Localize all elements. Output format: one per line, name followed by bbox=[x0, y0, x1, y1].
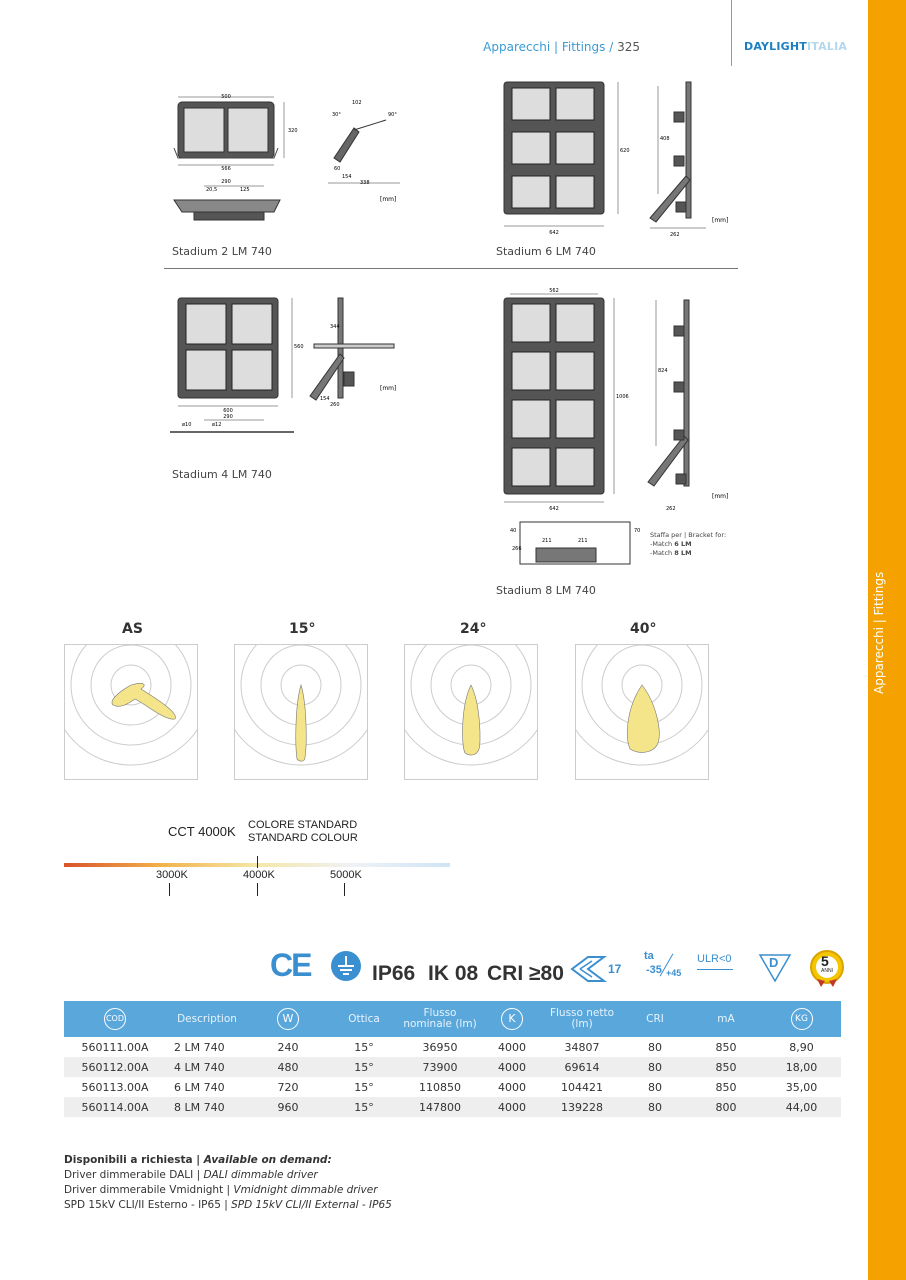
caption-stadium-8: Stadium 8 LM 740 bbox=[496, 584, 596, 597]
cell-watt: 960 bbox=[248, 1097, 328, 1117]
polar-diagram-15 bbox=[234, 644, 368, 780]
dim-s4-w: 600 bbox=[223, 408, 233, 414]
availability-notes bbox=[64, 1153, 392, 1213]
mm-label-s6: [mm] bbox=[712, 217, 729, 224]
th-watt bbox=[248, 1001, 328, 1037]
notes-title-en: Available on demand: bbox=[203, 1154, 332, 1166]
brand-part-a: DAYLIGHT bbox=[744, 40, 807, 53]
cell-ma: 850 bbox=[690, 1037, 762, 1057]
dim-s4-b2: ø10 bbox=[182, 422, 192, 428]
bracket-note-line2-bold: 6 LM bbox=[674, 540, 692, 548]
dim-s6-h2: 408 bbox=[660, 136, 670, 142]
cell-watt: 240 bbox=[248, 1037, 328, 1057]
cct-standard-it: COLORE STANDARD bbox=[248, 819, 358, 831]
ulr-icon bbox=[697, 953, 733, 970]
dim-s6-h: 620 bbox=[620, 148, 630, 154]
ta-label: ta bbox=[644, 950, 654, 962]
dim-s2-d1: 102 bbox=[352, 100, 362, 106]
notes-line-en: SPD 15kV CLI/II External - IP65 bbox=[231, 1199, 392, 1211]
dim-s8-w: 642 bbox=[549, 506, 559, 512]
stadium-4-drawing bbox=[164, 292, 404, 462]
cell-optic: 15° bbox=[328, 1037, 400, 1057]
dim-s8-b2: 211 bbox=[578, 538, 588, 544]
dim-s4-d1: 154 bbox=[320, 396, 330, 402]
cell-cri: 80 bbox=[620, 1097, 690, 1117]
dim-s8-d: 262 bbox=[666, 506, 676, 512]
dim-s2-a2: 90° bbox=[388, 112, 397, 118]
cell-description: 4 LM 740 bbox=[166, 1057, 248, 1077]
th-weight bbox=[762, 1001, 841, 1037]
dim-s2-h: 320 bbox=[288, 128, 298, 134]
side-tab bbox=[868, 0, 906, 1280]
brand-logo bbox=[744, 40, 847, 53]
d-mark-letter: D bbox=[769, 955, 779, 970]
section-divider bbox=[164, 268, 738, 269]
dim-s2-a3: 60 bbox=[334, 166, 341, 172]
notes-line bbox=[64, 1198, 392, 1213]
cell-weight: 18,00 bbox=[762, 1057, 841, 1077]
bracket-note-line3-text: -Match bbox=[650, 549, 675, 557]
cell-net-flux: 69614 bbox=[544, 1057, 620, 1077]
notes-line bbox=[64, 1183, 392, 1198]
cct-current: CCT 4000K bbox=[168, 824, 236, 839]
class-i-icon bbox=[330, 950, 362, 982]
spec-table bbox=[64, 1001, 841, 1117]
cct-marker bbox=[257, 856, 258, 868]
notes-line-it: Driver dimmerabile DALI | bbox=[64, 1169, 204, 1181]
cell-kelvin: 4000 bbox=[480, 1097, 544, 1117]
ulr-line bbox=[697, 969, 733, 970]
cell-cri: 80 bbox=[620, 1037, 690, 1057]
dim-s8-h: 1006 bbox=[616, 394, 629, 400]
dim-s4-h2: 344 bbox=[330, 324, 340, 330]
dim-s2-bot: 566 bbox=[221, 166, 231, 172]
dim-s2-d2: 154 bbox=[342, 174, 352, 180]
cell-nominal-flux: 110850 bbox=[400, 1077, 480, 1097]
dim-s4-h: 560 bbox=[294, 344, 304, 350]
wind-class-value: 17 bbox=[608, 962, 622, 976]
cell-net-flux: 104421 bbox=[544, 1077, 620, 1097]
stadium-2-drawing bbox=[164, 88, 404, 238]
th-ma: mA bbox=[690, 1001, 762, 1037]
warranty-years: 5 bbox=[821, 953, 829, 969]
cell-ma: 850 bbox=[690, 1077, 762, 1097]
mm-label-s8: [mm] bbox=[712, 493, 729, 500]
ta-min: -35 bbox=[646, 964, 662, 976]
cell-cri: 80 bbox=[620, 1057, 690, 1077]
table-row bbox=[64, 1057, 841, 1077]
dim-s4-b1: 290 bbox=[223, 414, 233, 420]
side-tab-label: Apparecchi | Fittings bbox=[872, 571, 886, 694]
th-description: Description bbox=[166, 1001, 248, 1037]
cell-code: 560112.00A bbox=[64, 1057, 166, 1077]
cct-tick-3000: 3000K bbox=[156, 869, 188, 881]
cct-pin-4000 bbox=[257, 883, 258, 896]
dim-s4-b3: ø12 bbox=[212, 422, 222, 428]
cct-standard bbox=[248, 819, 358, 845]
cct-pin-3000 bbox=[169, 883, 170, 896]
cell-watt: 480 bbox=[248, 1057, 328, 1077]
wind-class-icon bbox=[570, 954, 608, 984]
bracket-note-line1: Staffa per | Bracket for: bbox=[650, 531, 727, 539]
dim-s8-b4: 40 bbox=[510, 528, 517, 534]
ip-rating: IP66 bbox=[372, 962, 416, 985]
dim-s8-b3: 266 bbox=[512, 546, 522, 552]
bracket-note-line2-text: -Match bbox=[650, 540, 675, 548]
breadcrumb bbox=[483, 40, 640, 54]
cell-nominal-flux: 73900 bbox=[400, 1057, 480, 1077]
cell-weight: 8,90 bbox=[762, 1037, 841, 1057]
bracket-note-line3 bbox=[650, 549, 726, 558]
ik-rating: IK 08 bbox=[428, 962, 479, 985]
mm-label-s4: [mm] bbox=[380, 385, 397, 392]
watt-icon: W bbox=[277, 1008, 299, 1030]
cell-optic: 15° bbox=[328, 1097, 400, 1117]
breadcrumb-text: Apparecchi | Fittings / bbox=[483, 40, 618, 54]
cell-optic: 15° bbox=[328, 1057, 400, 1077]
stadium-8-drawing bbox=[490, 286, 740, 572]
dim-s6-d: 262 bbox=[670, 232, 680, 238]
caption-stadium-6: Stadium 6 LM 740 bbox=[496, 245, 596, 258]
table-row bbox=[64, 1077, 841, 1097]
cell-optic: 15° bbox=[328, 1077, 400, 1097]
cell-net-flux: 139228 bbox=[544, 1097, 620, 1117]
page-number: 325 bbox=[617, 40, 640, 54]
warranty-label: ANNI bbox=[821, 968, 833, 974]
bracket-note bbox=[650, 531, 726, 558]
cell-ma: 850 bbox=[690, 1057, 762, 1077]
caption-stadium-2: Stadium 2 LM 740 bbox=[172, 245, 272, 258]
cct-pin-5000 bbox=[344, 883, 345, 896]
ce-mark-icon: CE bbox=[270, 947, 311, 983]
dim-s2-top: 500 bbox=[221, 94, 231, 100]
cell-code: 560111.00A bbox=[64, 1037, 166, 1057]
dim-s2-b2: 20,5 bbox=[206, 187, 218, 193]
notes-line-en: Vmidnight dimmable driver bbox=[233, 1184, 378, 1196]
cell-description: 6 LM 740 bbox=[166, 1077, 248, 1097]
th-net-flux: Flusso netto (lm) bbox=[544, 1001, 620, 1037]
dim-s2-a1: 30° bbox=[332, 112, 341, 118]
th-kelvin bbox=[480, 1001, 544, 1037]
dim-s8-b1: 211 bbox=[542, 538, 552, 544]
mm-label-s2: [mm] bbox=[380, 196, 397, 203]
dim-s4-d2: 260 bbox=[330, 402, 340, 408]
notes-line-en: DALI dimmable driver bbox=[203, 1169, 318, 1181]
code-icon: COD bbox=[104, 1008, 126, 1030]
dim-s6-w: 642 bbox=[549, 230, 559, 236]
notes-title-it: Disponibili a richiesta | bbox=[64, 1154, 204, 1166]
ta-icon bbox=[644, 950, 682, 978]
polar-diagram-40 bbox=[575, 644, 709, 780]
cct-tick-5000: 5000K bbox=[330, 869, 362, 881]
bracket-note-line3-bold: 8 LM bbox=[674, 549, 692, 557]
th-code bbox=[64, 1001, 166, 1037]
lens-label-as: AS bbox=[122, 621, 143, 637]
stadium-6-drawing bbox=[490, 76, 740, 241]
dim-s8-b5: 70 bbox=[634, 528, 641, 534]
lens-label-24: 24° bbox=[460, 621, 487, 637]
cell-nominal-flux: 36950 bbox=[400, 1037, 480, 1057]
th-cri: CRI bbox=[620, 1001, 690, 1037]
page-header bbox=[0, 40, 848, 56]
bracket-note-line2 bbox=[650, 540, 726, 549]
weight-icon: KG bbox=[791, 1008, 813, 1030]
cell-watt: 720 bbox=[248, 1077, 328, 1097]
cell-kelvin: 4000 bbox=[480, 1057, 544, 1077]
cell-description: 2 LM 740 bbox=[166, 1037, 248, 1057]
lens-label-15: 15° bbox=[289, 621, 316, 637]
cell-kelvin: 4000 bbox=[480, 1077, 544, 1097]
cri-rating: CRI ≥80 bbox=[487, 962, 564, 985]
lens-label-40: 40° bbox=[630, 621, 657, 637]
cell-cri: 80 bbox=[620, 1077, 690, 1097]
th-nominal-flux: Flusso nominale (lm) bbox=[400, 1001, 480, 1037]
dim-s8-h2: 824 bbox=[658, 368, 668, 374]
cell-weight: 35,00 bbox=[762, 1077, 841, 1097]
cct-standard-en: STANDARD COLOUR bbox=[248, 832, 358, 844]
cell-weight: 44,00 bbox=[762, 1097, 841, 1117]
kelvin-icon: K bbox=[501, 1008, 523, 1030]
brand-part-b: ITALIA bbox=[807, 40, 848, 53]
cell-nominal-flux: 147800 bbox=[400, 1097, 480, 1117]
notes-line-it: SPD 15kV CLI/II Esterno - IP65 | bbox=[64, 1199, 232, 1211]
cct-tick-4000: 4000K bbox=[243, 869, 275, 881]
table-header-row bbox=[64, 1001, 841, 1037]
cell-kelvin: 4000 bbox=[480, 1037, 544, 1057]
notes-line bbox=[64, 1168, 392, 1183]
dim-s2-d3: 338 bbox=[360, 180, 370, 186]
caption-stadium-4: Stadium 4 LM 740 bbox=[172, 468, 272, 481]
ulr-label: ULR<0 bbox=[697, 953, 732, 965]
polar-diagram-as bbox=[64, 644, 198, 780]
cell-code: 560114.00A bbox=[64, 1097, 166, 1117]
polar-diagram-24 bbox=[404, 644, 538, 780]
cell-ma: 800 bbox=[690, 1097, 762, 1117]
notes-line-it: Driver dimmerabile Vmidnight | bbox=[64, 1184, 234, 1196]
notes-title bbox=[64, 1153, 392, 1168]
dim-s2-b3: 125 bbox=[240, 187, 250, 193]
th-optic: Ottica bbox=[328, 1001, 400, 1037]
table-row bbox=[64, 1097, 841, 1117]
cell-net-flux: 34807 bbox=[544, 1037, 620, 1057]
header-divider bbox=[731, 0, 732, 66]
cell-code: 560113.00A bbox=[64, 1077, 166, 1097]
dim-s8-top: 562 bbox=[549, 288, 559, 294]
ta-max: +45 bbox=[666, 968, 682, 978]
cell-description: 8 LM 740 bbox=[166, 1097, 248, 1117]
dim-s2-b1: 290 bbox=[221, 179, 231, 185]
table-row bbox=[64, 1037, 841, 1057]
